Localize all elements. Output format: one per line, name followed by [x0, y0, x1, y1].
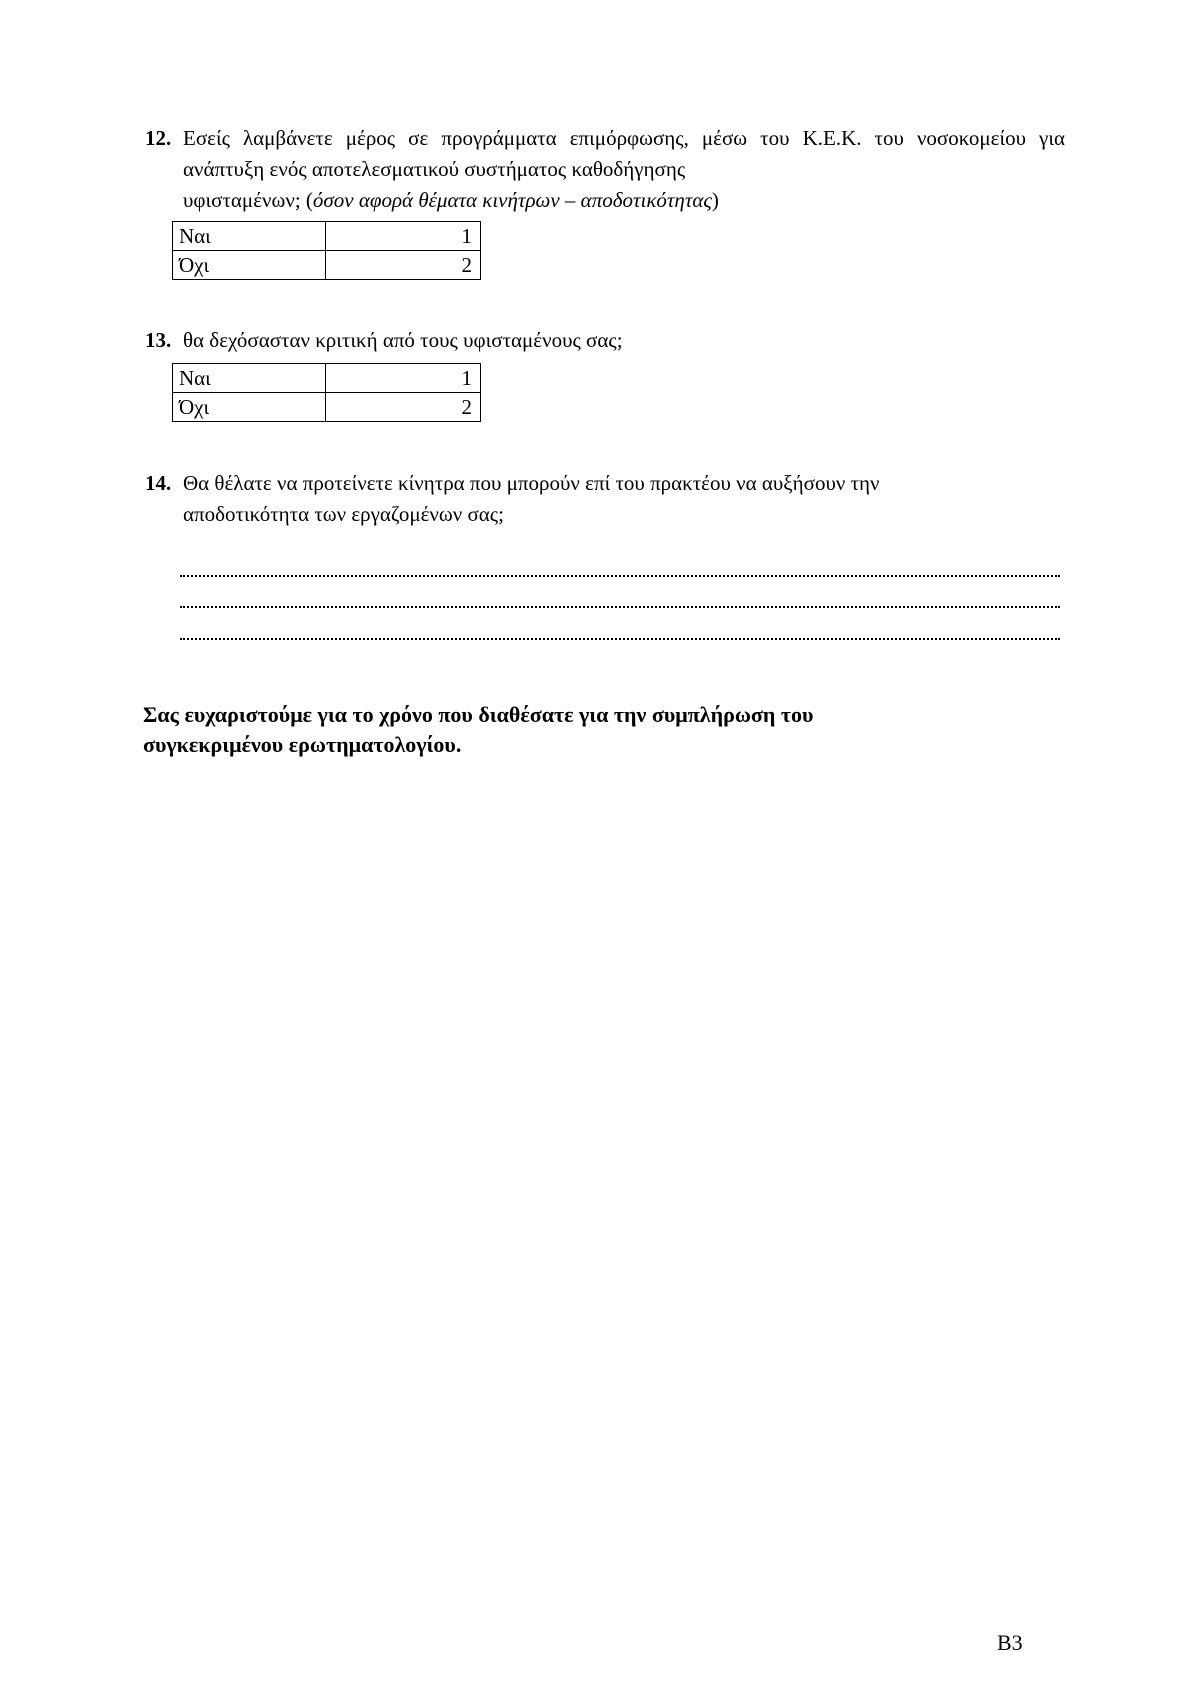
question-text: Εσείς λαμβάνετε μέρος σε προγράμματα επιμόρφωσης, μέσω του Κ.Ε.Κ. του νοσοκομείου για ανάπτυξη ενός αποτελεσματικού συστήματος καθοδήγησης υφισταμένων; (όσον αφορά θέματα κινήτρων – αποδοτικότητας) [183, 126, 1065, 212]
answer-line[interactable] [180, 636, 1060, 640]
question-12 [145, 123, 1065, 216]
question-number: 14. [145, 471, 172, 495]
question-13 [145, 325, 1065, 356]
question-number: 13. [145, 328, 172, 352]
answer-code: 2 [326, 251, 481, 280]
answer-label[interactable]: Όχι [173, 393, 326, 422]
question-number: 12. [145, 126, 172, 150]
answer-label[interactable]: Ναι [173, 222, 326, 251]
answer-code: 1 [326, 222, 481, 251]
closing-thanks: Σας ευχαριστούμε για το χρόνο που διαθέσατε για την συμπλήρωση του συγκεκριμένου ερωτηματολογίου. [143, 702, 814, 757]
answer-table-13 [172, 363, 481, 422]
question-14 [145, 468, 1065, 530]
answer-table-12 [172, 221, 481, 280]
answer-row[interactable] [173, 393, 481, 422]
question-text: Θα θέλατε να προτείνετε κίνητρα που μπορούν επί του πρακτέου να αυξήσουν την αποδοτικότητα των εργαζομένων σας; [183, 471, 880, 526]
answer-line[interactable] [180, 573, 1060, 577]
question-text: θα δεχόσασταν κριτική από τους υφισταμένους σας; [183, 328, 623, 352]
answer-label[interactable]: Ναι [173, 364, 326, 393]
answer-line[interactable] [180, 604, 1060, 608]
answer-label[interactable]: Όχι [173, 251, 326, 280]
answer-row[interactable] [173, 364, 481, 393]
answer-row[interactable] [173, 251, 481, 280]
answer-code: 1 [326, 364, 481, 393]
answer-code: 2 [326, 393, 481, 422]
answer-row[interactable] [173, 222, 481, 251]
page-number: B3 [997, 1630, 1023, 1655]
question-note: όσον αφορά θέματα κινήτρων – αποδοτικότητας [312, 188, 712, 212]
